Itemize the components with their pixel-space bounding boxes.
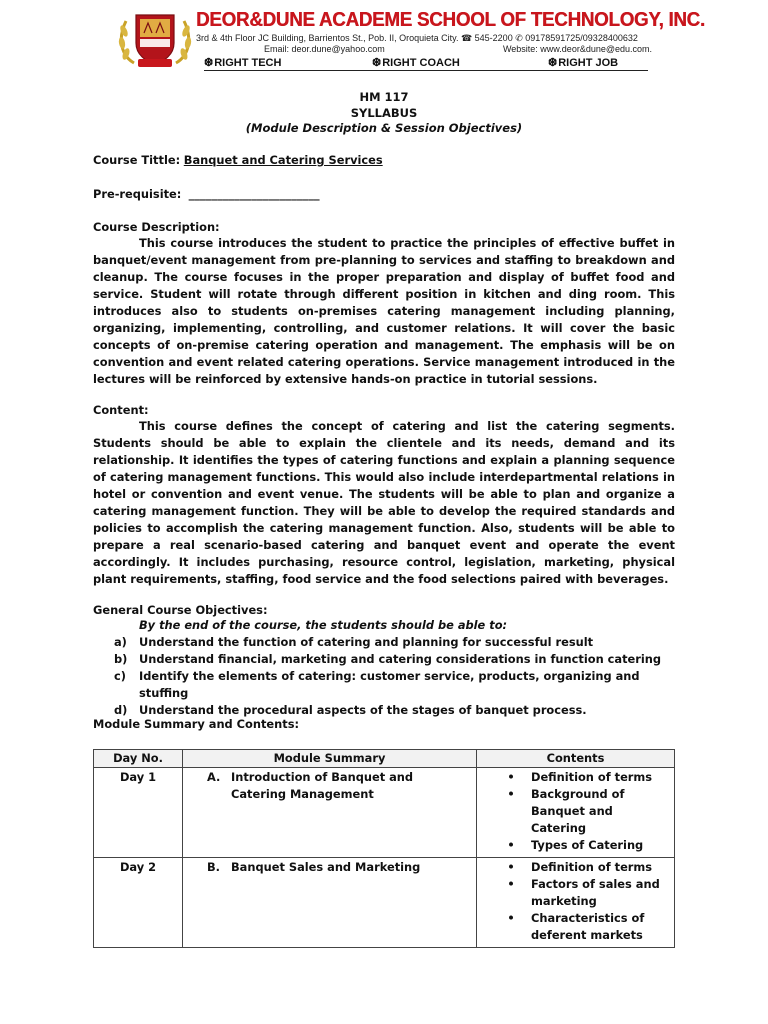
school-website: Website: www.deor&dune@edu.com. xyxy=(502,44,652,54)
course-description-heading: Course Description: xyxy=(93,220,220,234)
objective-item: a) Understand the function of catering and planning for successful result xyxy=(114,635,594,649)
day-cell: Day 1 xyxy=(94,768,183,858)
module-summary-cell xyxy=(183,858,477,948)
bullet-icon: • xyxy=(507,838,515,852)
module-summary-text: Introduction of Banquet and Catering Management xyxy=(231,770,414,801)
day-cell: Day 2 xyxy=(94,858,183,948)
list-item: • Definition of terms xyxy=(481,859,670,876)
motto-item: ❆RIGHT TECH xyxy=(204,57,282,69)
course-title-value: Banquet and Catering Services xyxy=(183,153,383,167)
list-item: • Definition of terms xyxy=(481,769,670,786)
document-subtitle: (Module Description & Session Objectives) xyxy=(245,121,523,135)
prerequisite-row xyxy=(93,186,320,203)
objective-item: b) Understand financial, marketing and catering considerations in function catering xyxy=(114,652,662,666)
module-summary-cell xyxy=(183,768,477,858)
motto-item: ❆RIGHT COACH xyxy=(372,57,460,69)
school-contact-block xyxy=(196,33,652,54)
motto-item: ❆RIGHT JOB xyxy=(548,57,619,69)
snowflake-icon: ❆ xyxy=(372,57,382,69)
table-row xyxy=(94,858,675,948)
table-row xyxy=(94,768,675,858)
bullet-icon: • xyxy=(507,911,515,925)
list-item: • Characteristics of deferent markets xyxy=(481,910,670,944)
table-header-row xyxy=(94,750,675,768)
bullet-icon: • xyxy=(507,770,515,784)
document-type: SYLLABUS xyxy=(350,106,418,120)
logo-ribbon xyxy=(138,59,172,67)
bullet-icon: • xyxy=(507,860,515,874)
contents-cell xyxy=(477,858,675,948)
content-heading: Content: xyxy=(93,403,149,417)
school-email: Email: deor.dune@yahoo.com xyxy=(264,44,385,54)
module-letter: B. xyxy=(207,860,221,874)
content-text: This course defines the concept of catering and list the catering segments. Students should be able to explain the clientele and its needs, demand and its relationship. It identifies the types of catering functions and explain a planning sequence of catering management functions. This would also include interdepartmental relations in hotel or convention and event venue. The students will be able to plan and organize a catering management function. They will be able to develop the required standards and policies to accomplish the catering management function. Also, students will be able to prepare a real scenario-based catering and banquet event and operate the event accordingly. It includes purchasing, resource control, legislation, marketing, physical plant requirements, staffing, food service and the food selections paired with beverages. xyxy=(93,419,675,586)
prerequisite-label: Pre-requisite: xyxy=(93,187,182,201)
list-item: • Types of Catering xyxy=(481,837,670,854)
course-code: HM 117 xyxy=(359,90,409,104)
school-address: 3rd & 4th Floor JC Building, Barrientos St., Pob. II, Oroquieta City. ☎ 545-2200 ✆ 09178591725/09328400632 xyxy=(196,33,638,43)
course-title-label: Course Tittle: xyxy=(93,153,181,167)
objectives-intro: By the end of the course, the students should be able to: xyxy=(139,618,508,632)
contents-cell xyxy=(477,768,675,858)
objective-item: d) Understand the procedural aspects of the stages of banquet process. xyxy=(114,703,587,717)
prerequisite-value: _______________________ xyxy=(188,187,320,201)
module-summary-text: Banquet Sales and Marketing xyxy=(231,860,421,874)
course-description-text: This course introduces the student to practice the principles of effective buffet in banquet/event management from pre-planning to services and staffing to breakdown and cleanup. The course focuses in the proper preparation and display of buffet food and service. Student will rotate through different position in kitchen and ding room. This introduces also to students on-premises catering management including planning, organizing, implementing, controlling, and customer relations. It will cover the basic concepts of on-premise catering operation and management. The emphasis will be on convention and event related catering operations. Service management introduced in the lectures will be reinforced by extensive hands-on practice in tutorial sessions. xyxy=(93,236,675,386)
module-table xyxy=(93,749,675,948)
list-item: • Factors of sales and marketing xyxy=(481,876,670,910)
objective-item: c) Identify the elements of catering: customer service, products, organizing and stuffing xyxy=(114,669,640,700)
module-summary-heading: Module Summary and Contents: xyxy=(93,717,300,731)
column-header: Day No. xyxy=(94,750,183,768)
motto-bar xyxy=(204,56,648,71)
school-logo xyxy=(116,11,194,69)
module-letter: A. xyxy=(207,770,221,784)
objectives-heading: General Course Objectives: xyxy=(93,603,268,617)
snowflake-icon: ❆ xyxy=(548,57,558,69)
column-header: Module Summary xyxy=(183,750,477,768)
course-title-row xyxy=(93,152,383,169)
snowflake-icon: ❆ xyxy=(204,57,214,69)
list-item: • Background of Banquet and Catering xyxy=(481,786,670,837)
objectives-list xyxy=(114,634,674,719)
shield-icon xyxy=(136,15,174,65)
school-name: DEOR&DUNE ACADEME SCHOOL OF TECHNOLOGY, INC. xyxy=(196,9,705,31)
column-header: Contents xyxy=(477,750,675,768)
bullet-icon: • xyxy=(507,787,515,801)
bullet-icon: • xyxy=(507,877,515,891)
